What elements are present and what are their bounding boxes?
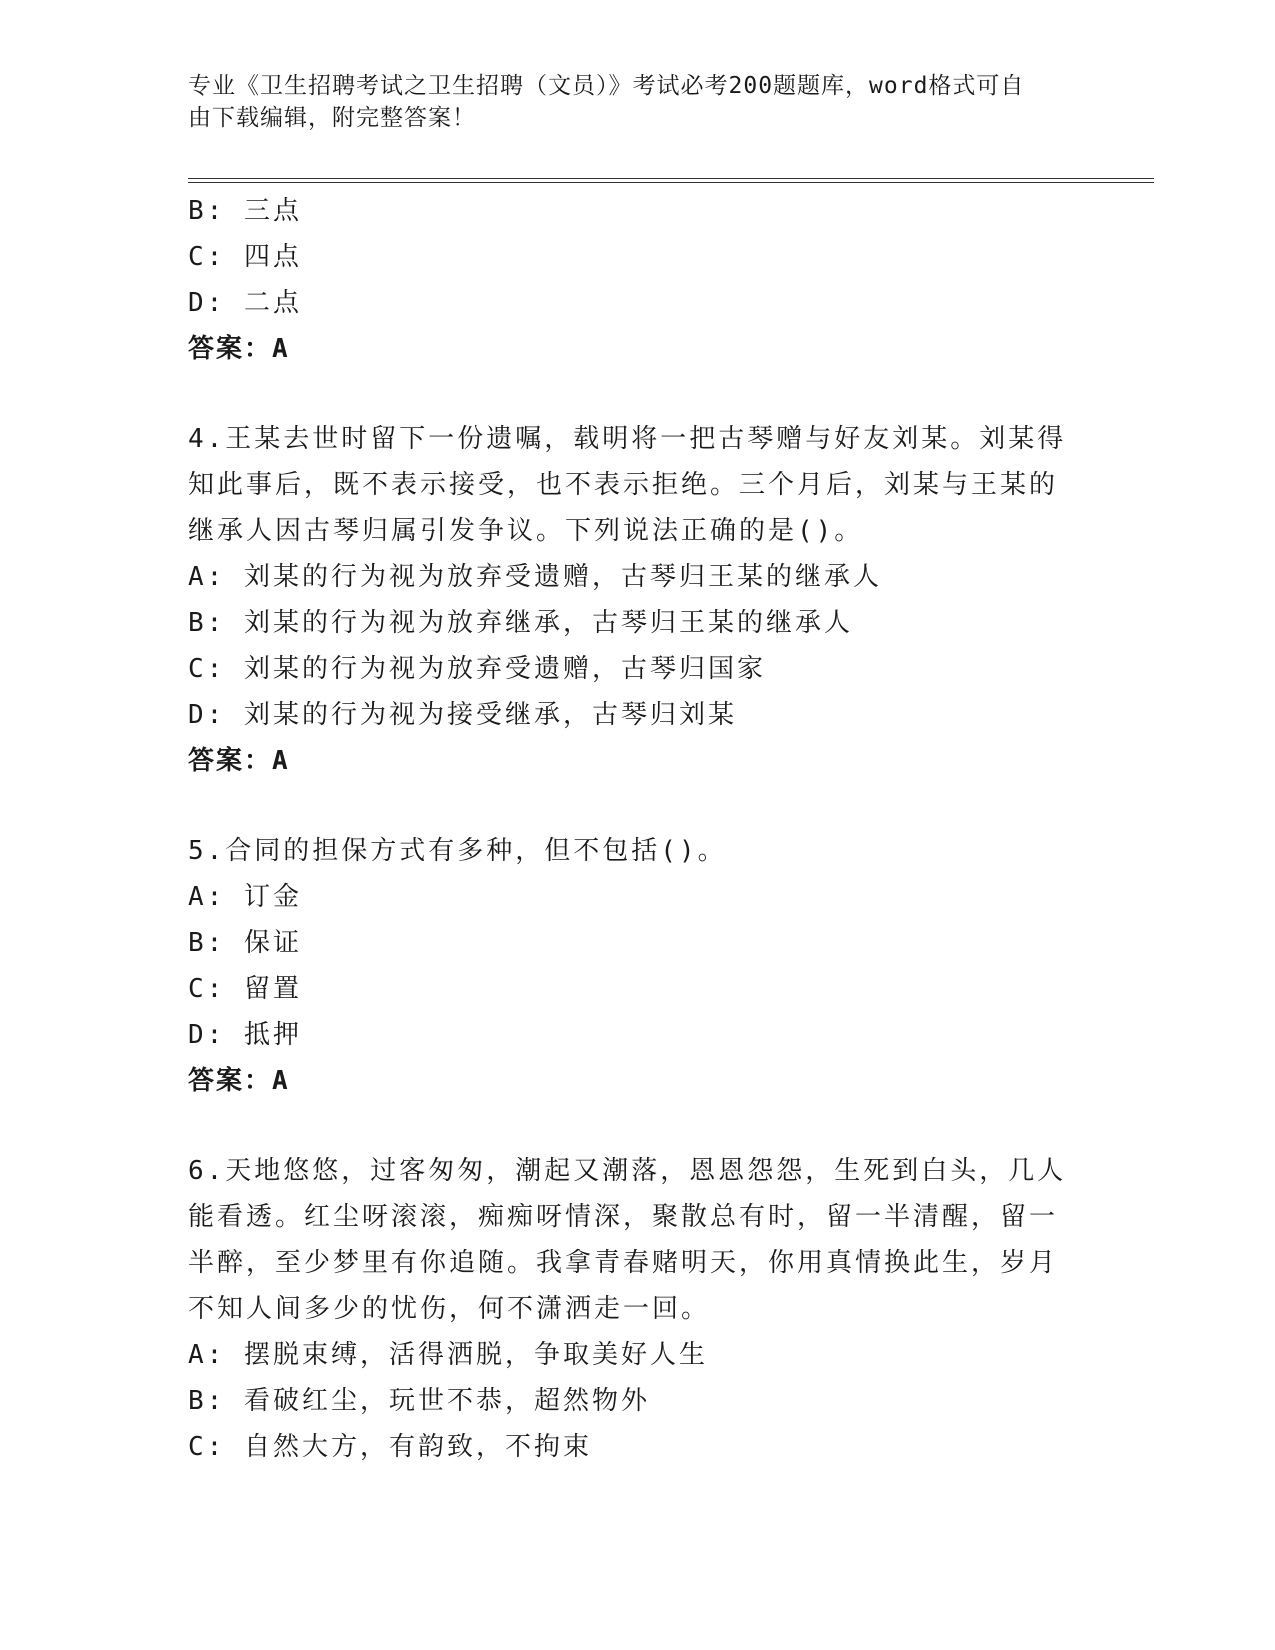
option-a: A: 摆脱束缚，活得洒脱，争取美好人生 (188, 1340, 708, 1370)
question-stem-line: 能看透。红尘呀滚滚，痴痴呀情深，聚散总有时，留一半清醒，留一 (188, 1202, 1059, 1232)
option-c: C: 自然大方，有韵致，不拘束 (188, 1432, 592, 1462)
option-d: D: 二点 (188, 288, 302, 318)
option-d: D: 抵押 (188, 1020, 302, 1050)
question-stem-line: 6.天地悠悠，过客匆匆，潮起又潮落，恩恩怨怨，生死到白头，几人 (188, 1156, 1067, 1186)
option-b: B: 三点 (188, 196, 302, 226)
option-a: A: 刘某的行为视为放弃受遗赠，古琴归王某的继承人 (188, 562, 882, 592)
question-stem-line: 不知人间多少的忧伤，何不潇洒走一回。 (188, 1294, 711, 1324)
question-stem-line: 5.合同的担保方式有多种，但不包括()。 (188, 836, 727, 866)
page-header (188, 70, 1068, 134)
option-a: A: 订金 (188, 882, 302, 912)
header-title-line-1: 专业《卫生招聘考试之卫生招聘（文员）》考试必考200题题库，word格式可自 (188, 73, 1025, 99)
question-stem-line: 继承人因古琴归属引发争议。下列说法正确的是()。 (188, 516, 864, 546)
answer-label: 答案：A (188, 746, 290, 776)
question-stem-line: 知此事后，既不表示接受，也不表示拒绝。三个月后，刘某与王某的 (188, 470, 1059, 500)
question-6 (188, 1148, 1068, 1470)
option-c: C: 刘某的行为视为放弃受遗赠，古琴归国家 (188, 654, 766, 684)
question-list (188, 188, 1068, 1470)
option-d: D: 刘某的行为视为接受继承，古琴归刘某 (188, 700, 737, 730)
header-title-line-2: 由下载编辑，附完整答案！ (188, 105, 476, 131)
option-b: B: 保证 (188, 928, 302, 958)
option-b: B: 刘某的行为视为放弃继承，古琴归王某的继承人 (188, 608, 853, 638)
question-stem-line: 4.王某去世时留下一份遗嘱，载明将一把古琴赠与好友刘某。刘某得 (188, 424, 1067, 454)
question-5 (188, 828, 1068, 1104)
answer-label: 答案：A (188, 1066, 290, 1096)
option-c: C: 四点 (188, 242, 302, 272)
question-stem-line: 半醉，至少梦里有你追随。我拿青春赌明天，你用真情换此生，岁月 (188, 1248, 1059, 1278)
question-4 (188, 416, 1068, 784)
question-3-continued (188, 188, 1068, 372)
header-divider (188, 178, 1154, 183)
option-b: B: 看破红尘，玩世不恭，超然物外 (188, 1386, 650, 1416)
answer-label: 答案：A (188, 334, 290, 364)
option-c: C: 留置 (188, 974, 302, 1004)
